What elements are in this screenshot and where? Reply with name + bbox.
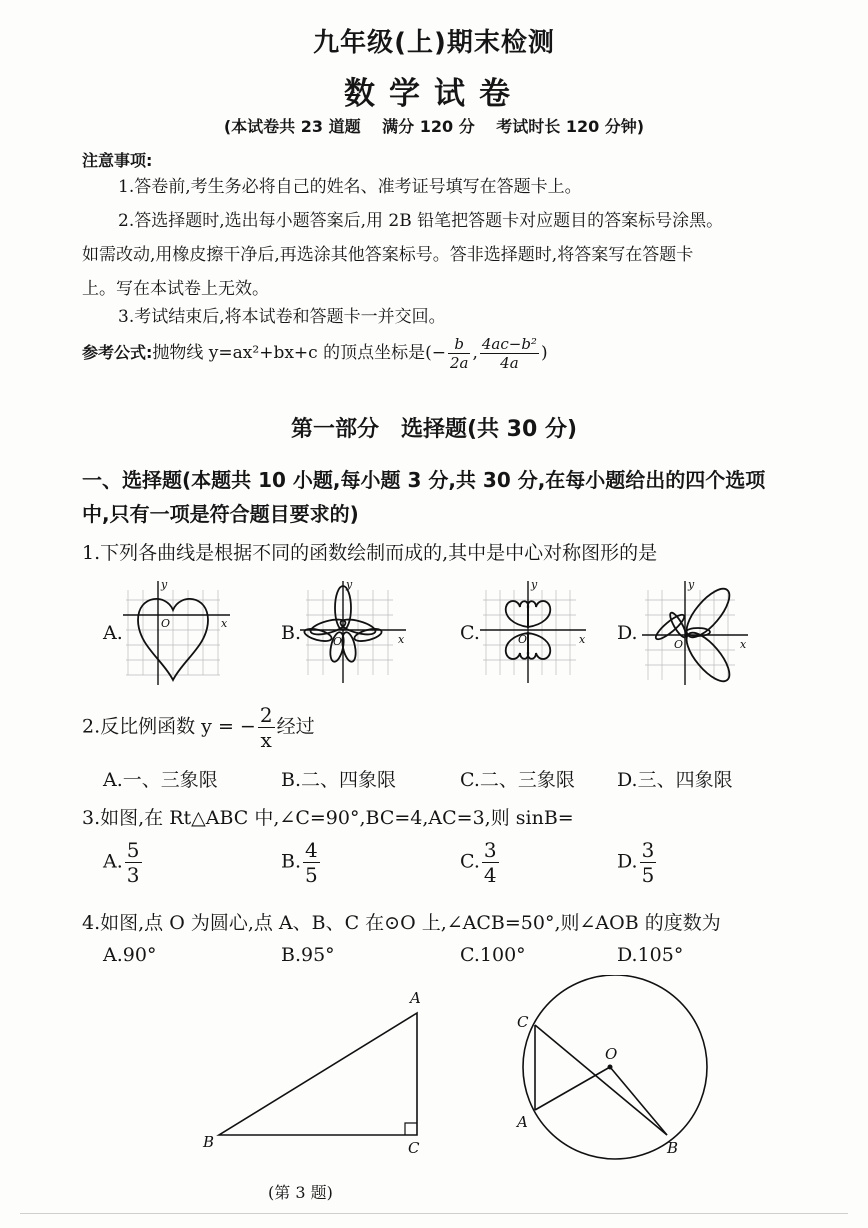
q1-graph-a-y-label: y: [161, 578, 168, 591]
q1-graph-c-four-hearts: [478, 575, 593, 685]
figure-4-label-b: B: [667, 1139, 679, 1157]
figure-3-caption: (第 3 题): [268, 1183, 333, 1202]
figure-3-label-c: C: [408, 1139, 420, 1157]
q1-graph-a-origin: O: [161, 617, 171, 630]
exam-subtitle: 数学试卷: [344, 76, 524, 112]
q3-option-a: A. $\frac{5}{3}$: [103, 838, 140, 887]
q1-graph-c-origin: O: [518, 633, 528, 646]
vertex-y-fraction: $\frac{\text{4ac−b²}}{4a}$: [481, 335, 537, 372]
figure-4-circle: [505, 975, 710, 1165]
notes-title: 注意事项:: [82, 151, 153, 170]
q4-option-b: B.95°: [281, 944, 335, 966]
q2-option-a: A.一、三象限: [103, 769, 218, 791]
question-3-stem: 3.如图,在 Rt△ABC 中,∠C=90°,BC=4,AC=3,则 sinB=: [82, 807, 574, 829]
exam-info: (本试卷共 23 道题 满分 120 分 考试时长 120 分钟): [223, 117, 645, 136]
note-item-2-line-2: 如需改动,用橡皮擦干净后,再选涂其他答案标号。答非选择题时,将答案写在答题卡: [82, 245, 694, 265]
formula-sign: −: [431, 343, 446, 363]
part-one-title: 第一部分 选择题(共 30 分): [290, 417, 578, 442]
figure-4-label-c: C: [517, 1013, 529, 1031]
q1-graph-d-y-label: y: [688, 578, 695, 591]
q1-graph-d-petals: [640, 575, 755, 690]
reference-formula: [82, 335, 548, 372]
formula-text: 抛物线 y=ax²+bx+c 的顶点坐标是(: [152, 343, 432, 363]
q1-graph-b-x-label: x: [398, 633, 405, 646]
q3-option-d: D. $\frac{3}{5}$: [617, 838, 655, 887]
q1-graph-c-y-label: y: [531, 578, 538, 591]
q1-graph-a-heart: [118, 575, 238, 685]
q1-graph-d-x-label: x: [740, 638, 747, 651]
note-item-1: 1.答卷前,考生务必将自己的姓名、准考证号填写在答题卡上。: [118, 177, 582, 197]
q2-stem-prefix: 2.反比例函数 y = −: [82, 715, 256, 738]
q3-option-c: C. $\frac{3}{4}$: [460, 838, 497, 887]
formula-close: ): [540, 343, 548, 363]
figure-3-label-b: B: [203, 1133, 215, 1151]
q1-option-d-label: D.: [617, 622, 638, 644]
q4-option-a: A.90°: [103, 944, 157, 966]
formula-separator: ,: [472, 343, 478, 363]
q1-graph-b-y-label: y: [346, 578, 353, 591]
bottom-divider: [20, 1213, 848, 1214]
note-item-3: 3.考试结束后,将本试卷和答题卡一并交回。: [118, 307, 446, 327]
q1-graph-a-x-label: x: [221, 617, 228, 630]
figure-3-right-triangle: [195, 985, 435, 1160]
figure-3-label-a: A: [410, 989, 421, 1007]
note-item-2-line-3: 上。写在本试卷上无效。: [82, 279, 269, 299]
section-one-instructions: [82, 463, 830, 531]
q4-option-d: D.105°: [617, 944, 684, 966]
figure-4-label-a: A: [517, 1113, 528, 1131]
note-item-2-line-1: 2.答选择题时,选出每小题答案后,用 2B 铅笔把答题卡对应题目的答案标号涂黑。: [118, 211, 724, 231]
q2-option-b: B.二、四象限: [281, 769, 397, 791]
q1-option-c-label: C.: [460, 622, 480, 644]
q1-option-b-label: B.: [281, 622, 302, 644]
section-one-line-2: 中,只有一项是符合题目要求的): [82, 502, 359, 526]
figure-4-label-o: O: [605, 1045, 618, 1063]
q1-graph-b-flower: [298, 575, 413, 685]
q4-option-c: C.100°: [460, 944, 526, 966]
vertex-x-fraction: $\frac{b}{2a}$: [449, 335, 469, 372]
q1-graph-b-origin: O: [333, 635, 343, 648]
section-one-line-1: 一、选择题(本题共 10 小题,每小题 3 分,共 30 分,在每小题给出的四个选项: [82, 468, 766, 492]
q1-option-a-label: A.: [103, 622, 123, 644]
q2-stem-suffix: 经过: [276, 715, 315, 738]
formula-label: 参考公式:: [82, 343, 153, 362]
question-1-stem: 1.下列各曲线是根据不同的函数绘制而成的,其中是中心对称图形的是: [82, 542, 658, 564]
q1-graph-d-origin: O: [674, 638, 684, 651]
q2-option-c: C.二、三象限: [460, 769, 575, 791]
q3-option-b: B. $\frac{4}{5}$: [281, 838, 318, 887]
exam-title: 九年级(上)期末检测: [313, 28, 555, 58]
q2-option-d: D.三、四象限: [617, 769, 733, 791]
q1-graph-c-x-label: x: [579, 633, 586, 646]
question-2-stem: [82, 703, 315, 752]
question-4-stem: 4.如图,点 O 为圆心,点 A、B、C 在⊙O 上,∠ACB=50°,则∠AOB 的度数为: [82, 912, 721, 934]
q2-fraction: $\frac{2}{x}$: [259, 703, 273, 752]
